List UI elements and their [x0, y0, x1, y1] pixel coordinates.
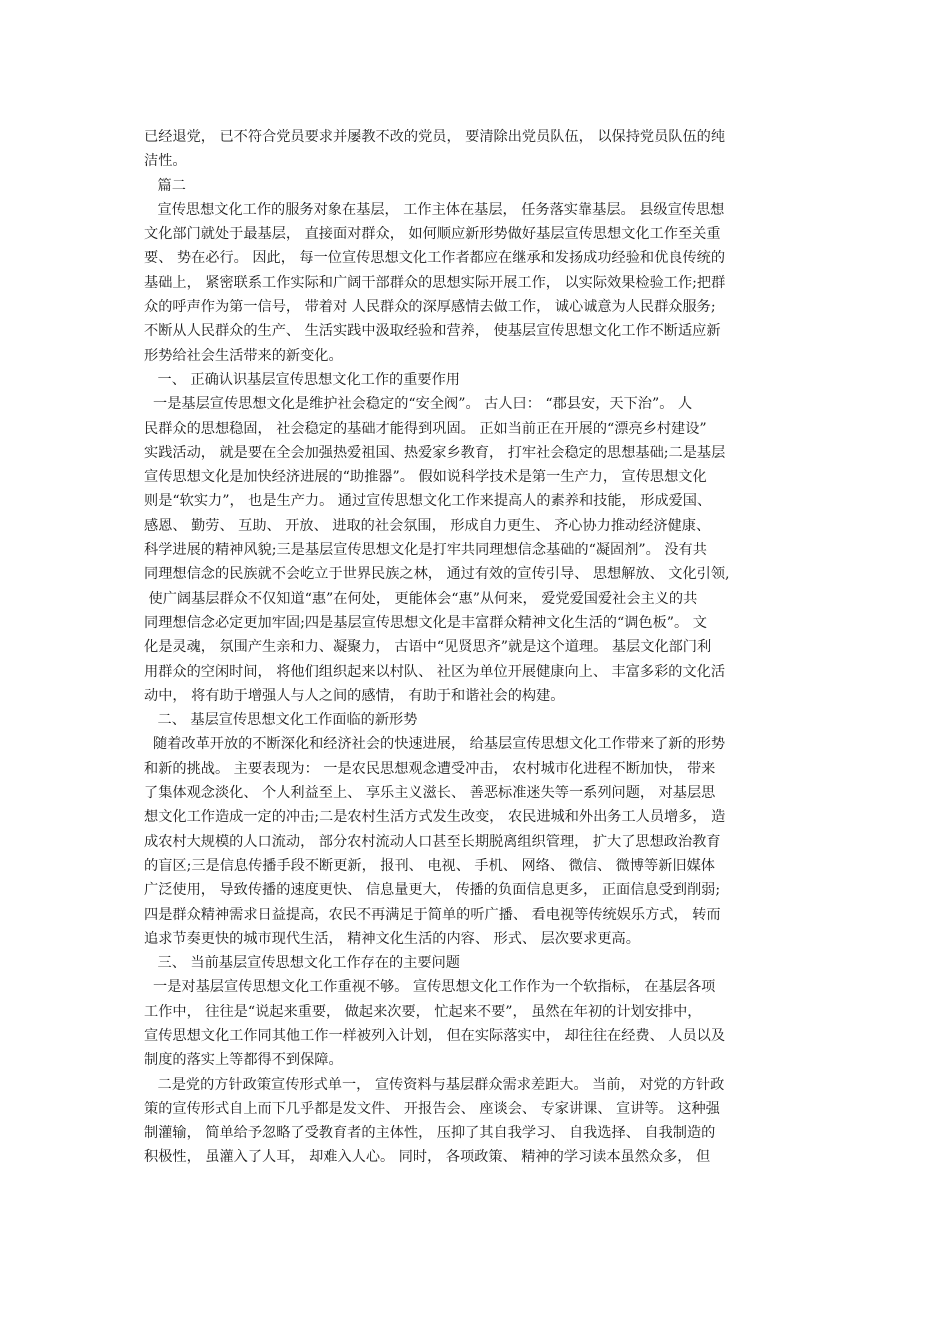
text-line: 二是党的方针政策宣传形式单一， 宣传资料与基层群众需求差距大。 当前， 对党的方针政	[144, 1076, 725, 1093]
section-heading: 三、 当前基层宣传思想文化工作存在的主要问题	[144, 955, 460, 972]
text-line: 文化部门就处于最基层， 直接面对群众， 如何顺应新形势做好基层宣传思想文化工作至关重	[144, 226, 721, 243]
text-line: 使广阔基层群众不仅知道“惠”在何处， 更能体会“惠”从何来， 爱党爱国爱社会主义的共	[144, 590, 698, 607]
text-line: 一是基层宣传思想文化是维护社会稳定的“安全阀”。 古人曰： “郡县安，天下治”。 人	[144, 396, 693, 413]
section-heading: 一、 正确认识基层宣传思想文化工作的重要作用	[144, 371, 460, 388]
section-heading: 二、 基层宣传思想文化工作面临的新形势	[144, 712, 418, 729]
section-heading: 篇二	[144, 177, 186, 194]
text-line: 宣传思想文化是加快经济进展的“助推器”。 假如说科学技术是第一生产力， 宣传思想文化	[144, 469, 707, 486]
text-line: 工作中， 往往是“说起来重要， 做起来次要， 忙起来不要”， 虽然在年初的计划安排中，	[144, 1003, 702, 1020]
text-line: 宣传思想文化工作同其他工作一样被列入计划， 但在实际落实中， 却往往在经费、 人员以及	[144, 1027, 726, 1044]
text-line: 四是群众精神需求日益提高，农民不再满足于简单的听广播、 看电视等传统娱乐方式， 转而	[144, 906, 721, 923]
text-line: 策的宣传形式自上而下几乎都是发文件、 开报告会、 座谈会、 专家讲课、 宣讲等。 这种强	[144, 1100, 720, 1117]
text-line: 众的呼声作为第一信号， 带着对 人民群众的深厚感情去做工作， 诚心诚意为人民群众服务;	[144, 299, 716, 316]
text-line: 形势给社会生活带来的新变化。	[144, 347, 343, 364]
text-line: 则是“软实力”， 也是生产力。 通过宣传思想文化工作来提高人的素养和技能， 形成爱国、	[144, 493, 712, 510]
text-line: 要、 势在必行。 因此， 每一位宣传思想文化工作者都应在继承和发扬成功经验和优良传统的	[144, 250, 726, 267]
text-line: 了集体观念淡化、 个人利益至上、 享乐主义滋长、 善恶标准迷失等一系列问题， 对基层思	[144, 785, 716, 802]
text-line: 同理想信念必定更加牢固;四是基层宣传思想文化是丰富群众精神文化生活的“调色板”。 文	[144, 614, 707, 631]
document-body	[144, 125, 812, 1170]
text-line: 想文化工作造成一定的冲击;二是农村生活方式发生改变， 农民进城和外出务工人员增多， 造	[144, 809, 726, 826]
text-line: 不断从人民群众的生产、 生活实践中汲取经验和营养， 使基层宣传思想文化工作不断适应新	[144, 323, 721, 340]
text-line: 追求节奏更快的城市现代生活， 精神文化生活的内容、 形式、 层次要求更高。	[144, 930, 640, 947]
text-line: 感恩、 勤劳、 互助、 开放、 进取的社会氛围， 形成自力更生、 齐心协力推动经济健康、	[144, 517, 711, 534]
text-line: 和新的挑战。 主要表现为： 一是农民思想观念遭受冲击， 农村城市化进程不断加快， 带来	[144, 760, 716, 777]
text-line: 的盲区;三是信息传播手段不断更新， 报刊、 电视、 手机、 网络、 微信、 微博等新旧媒体	[144, 857, 715, 874]
text-line: 民群众的思想稳固， 社会稳定的基础才能得到巩固。 正如当前正在开展的“漂亮乡村建设”	[144, 420, 707, 437]
text-line: 基础上， 紧密联系工作实际和广阔干部群众的思想实际开展工作， 以实际效果检验工作;把群	[144, 274, 726, 291]
text-line: 化是灵魂， 氛围产生亲和力、凝聚力， 古语中“见贤思齐”就是这个道理。 基层文化部门利	[144, 639, 712, 656]
text-line: 广泛使用， 导致传播的速度更快、 信息量更大， 传播的负面信息更多， 正面信息受到削弱;	[144, 882, 721, 899]
text-line: 用群众的空闲时间， 将他们组织起来以村队、 社区为单位开展健康向上、 丰富多彩的文化活	[144, 663, 726, 680]
text-line: 随着改革开放的不断深化和经济社会的快速进展， 给基层宣传思想文化工作带来了新的形势	[144, 736, 726, 753]
text-line: 洁性。	[144, 153, 187, 170]
text-line: 同理想信念的民族就不会屹立于世界民族之林， 通过有效的宣传引导、 思想解放、 文化引领,	[144, 566, 730, 583]
text-line: 实践活动， 就是要在全会加强热爱祖国、热爱家乡教育， 打牢社会稳定的思想基础;二是基层	[144, 444, 726, 461]
text-line: 宣传思想文化工作的服务对象在基层， 工作主体在基层， 任务落实靠基层。 县级宣传思想	[144, 201, 725, 218]
text-line: 一是对基层宣传思想文化工作重视不够。 宣传思想文化工作作为一个软指标， 在基层各项	[144, 979, 716, 996]
text-line: 制度的落实上等都得不到保障。	[144, 1052, 343, 1069]
text-line: 积极性， 虽灌入了人耳， 却难入人心。 同时， 各项政策、 精神的学习读本虽然众多， 但	[144, 1149, 711, 1166]
text-line: 已经退党， 已不符合党员要求并屡教不改的党员， 要清除出党员队伍， 以保持党员队伍的纯	[144, 129, 726, 145]
text-line: 制灌输， 简单给予忽略了受教育者的主体性， 压抑了其自我学习、 自我选择、 自我制造的	[144, 1125, 716, 1142]
text-line: 成农村大规模的人口流动， 部分农村流动人口甚至长期脱离组织管理， 扩大了思想政治教育	[144, 833, 721, 850]
text-line: 动中， 将有助于增强人与人之间的感情， 有助于和谐社会的构建。	[144, 687, 565, 704]
text-line: 科学进展的精神风貌;三是基层宣传思想文化是打牢共同理想信念基础的“凝固剂”。 没有共	[144, 542, 707, 559]
